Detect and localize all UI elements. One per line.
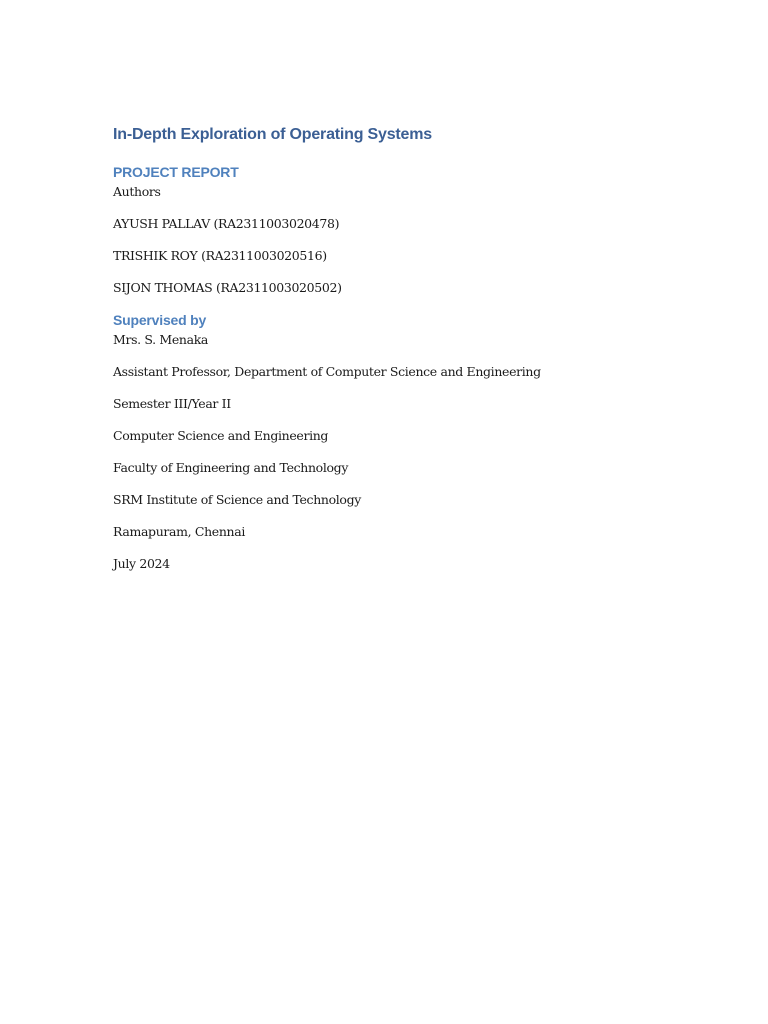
- document-content: [113, 124, 673, 572]
- supervised-by-heading: Supervised by: [113, 312, 207, 328]
- semester-text: Semester III/Year II: [113, 396, 231, 411]
- date-text: July 2024: [113, 556, 170, 571]
- authors-label: Authors: [113, 184, 161, 199]
- document-title: In-Depth Exploration of Operating Systems: [113, 126, 432, 143]
- author-1: AYUSH PALLAV (RA2311003020478): [113, 216, 340, 231]
- author-3: SIJON THOMAS (RA2311003020502): [113, 280, 342, 295]
- department-text: Computer Science and Engineering: [113, 428, 329, 443]
- supervisor-name: Mrs. S. Menaka: [113, 332, 209, 347]
- project-report-heading: PROJECT REPORT: [113, 164, 239, 180]
- institute-text: SRM Institute of Science and Technology: [113, 492, 361, 507]
- author-2: TRISHIK ROY (RA2311003020516): [113, 248, 327, 263]
- faculty-text: Faculty of Engineering and Technology: [113, 460, 349, 475]
- supervisor-role: Assistant Professor, Department of Computer Science and Engineering: [113, 364, 541, 379]
- location-text: Ramapuram, Chennai: [113, 524, 245, 539]
